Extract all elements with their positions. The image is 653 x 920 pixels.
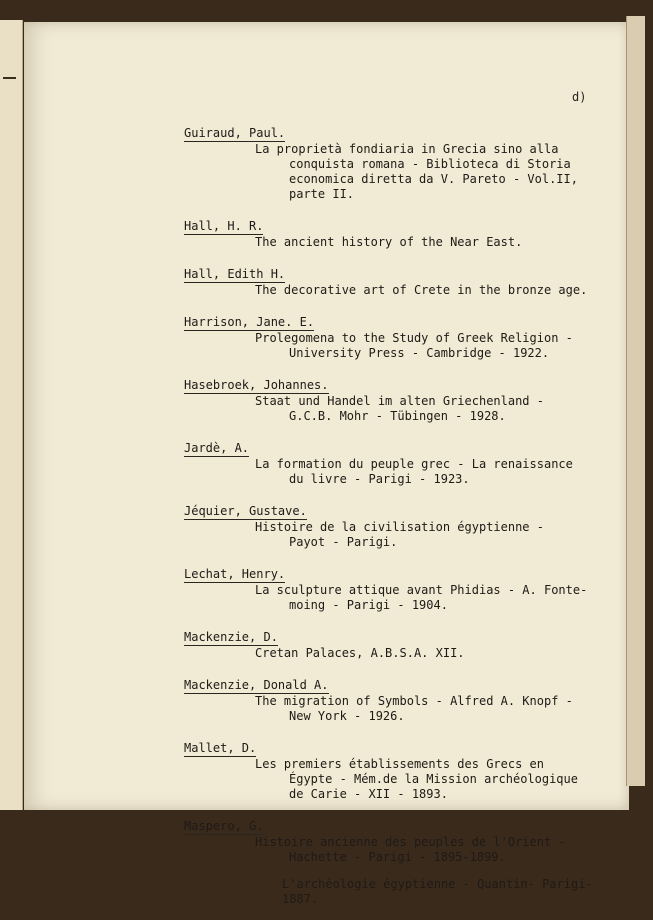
bibliography-entry <box>184 122 624 202</box>
entry-work <box>184 331 624 361</box>
entry-author: Maspero, G. <box>184 819 264 833</box>
bibliography-entry <box>184 737 624 802</box>
work-line: Staat und Handel im alten Griechenland - <box>255 394 544 408</box>
bibliography-entry <box>184 374 624 424</box>
entry-work <box>184 394 624 424</box>
entry-author: Jéquier, Gustave. <box>184 504 307 518</box>
typed-page <box>24 22 629 906</box>
bibliography-entry <box>184 563 624 613</box>
work-line: de Carie - XII - 1893. <box>289 787 448 801</box>
work-line: G.C.B. Mohr - Tübingen - 1928. <box>289 409 506 423</box>
work-line: La formation du peuple grec - La renaissance <box>255 457 573 471</box>
work-line: Les premiers établissements des Grecs en <box>255 757 544 771</box>
entry-author: Mallet, D. <box>184 741 257 755</box>
entry-additional-work: L'archéologie égyptienne - Quantin- Parigi-1887. <box>282 877 593 906</box>
entry-work <box>184 520 624 550</box>
work-line: conquista romana - Biblioteca di Storia <box>289 157 571 171</box>
work-line: La sculpture attique avant Phidias - A. Fonte- <box>255 583 588 597</box>
previous-page-edge <box>0 20 23 810</box>
work-line: Prolegomena to the Study of Greek Religion - <box>255 331 573 345</box>
page-label: d) <box>572 90 587 104</box>
work-line: Cretan Palaces, A.B.S.A. XII. <box>255 646 465 660</box>
bibliography-entry <box>184 215 624 250</box>
work-line: The decorative art of Crete in the bronze age. <box>255 283 588 297</box>
work-line: University Press - Cambridge - 1922. <box>289 346 550 360</box>
work-line: La proprietà fondiaria in Grecia sino alla <box>255 142 559 156</box>
work-line: economica diretta da V. Pareto - Vol.II, <box>289 172 578 186</box>
bibliography-entry <box>184 263 624 298</box>
work-line: New York - 1926. <box>289 709 405 723</box>
entry-work <box>184 457 624 487</box>
entry-author: Mackenzie, D. <box>184 630 278 644</box>
entry-author: Hasebroek, Johannes. <box>184 378 329 392</box>
binding-edge <box>626 16 645 786</box>
entry-author: Mackenzie, Donald A. <box>184 678 329 692</box>
work-line: parte II. <box>289 187 355 201</box>
bibliography-list <box>184 122 624 920</box>
entry-author: Guiraud, Paul. <box>184 126 286 140</box>
work-line: Égypte - Mém.de la Mission archéologique <box>289 772 578 786</box>
entry-work <box>184 646 624 661</box>
bibliography-entry <box>184 311 624 361</box>
entry-author: Jardè, A. <box>184 441 250 455</box>
work-line: du livre - Parigi - 1923. <box>289 472 470 486</box>
entry-work <box>184 235 624 250</box>
entry-author: Hall, H. R. <box>184 219 264 233</box>
bibliography-entry <box>184 626 624 661</box>
work-line: The ancient history of the Near East. <box>255 235 523 249</box>
entry-work <box>184 835 624 865</box>
entry-work <box>184 583 624 613</box>
work-line: Histoire ancienne des peuples de l'Orient - <box>255 835 566 849</box>
bibliography-entry <box>184 437 624 487</box>
work-line: Hachette - Parigi - 1895-1899. <box>289 850 506 864</box>
bibliography-entry <box>184 674 624 724</box>
work-line: The migration of Symbols - Alfred A. Knopf - <box>255 694 573 708</box>
entry-author: Hall, Edith H. <box>184 267 286 281</box>
page-marker <box>3 77 16 89</box>
work-line: Payot - Parigi. <box>289 535 398 549</box>
bibliography-entry <box>184 815 624 907</box>
entry-work <box>184 283 624 298</box>
work-line: Histoire de la civilisation égyptienne - <box>255 520 544 534</box>
entry-work <box>184 142 624 202</box>
entry-author: Harrison, Jane. E. <box>184 315 315 329</box>
entry-author: Lechat, Henry. <box>184 567 286 581</box>
entry-work <box>184 694 624 724</box>
entry-work <box>184 757 624 802</box>
bibliography-entry <box>184 500 624 550</box>
work-line: moing - Parigi - 1904. <box>289 598 448 612</box>
